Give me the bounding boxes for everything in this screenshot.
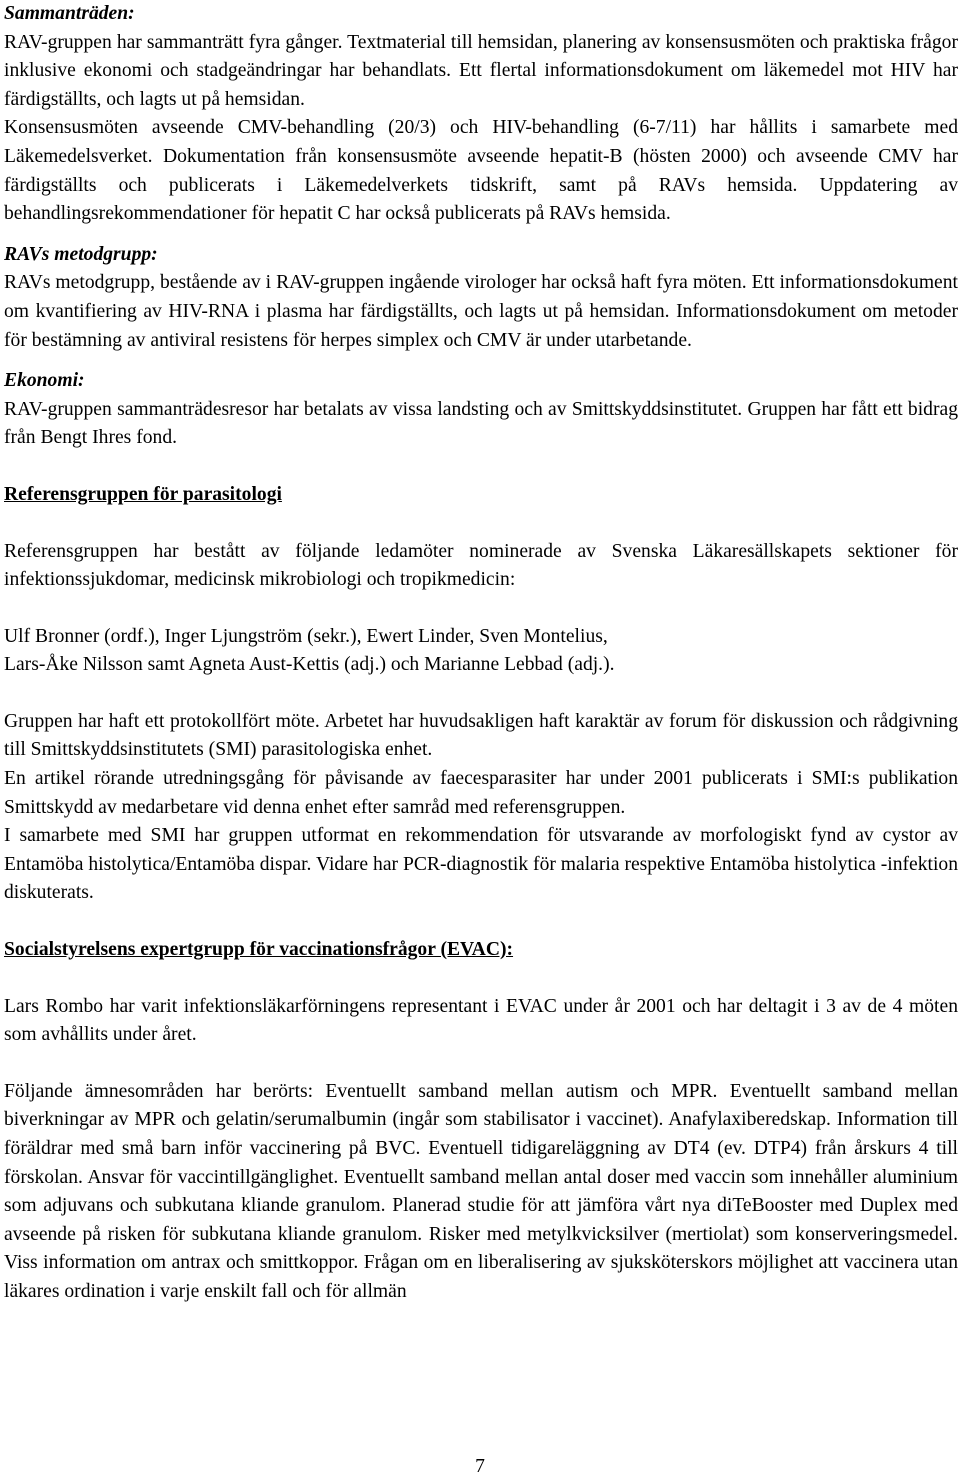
paragraph-evac-1: Lars Rombo har varit infektionsläkarförningens representant i EVAC under år 2001 och har deltagit i 3 av de 4 möten som avhållits under året.: [4, 995, 958, 1046]
paragraph-ekonomi: RAV-gruppen sammanträdesresor har betalats av vissa landsting och av Smittskyddsinstitutet. Gruppen har fått ett bidrag från Bengt Ihres fond.: [4, 398, 958, 449]
page-number: 7: [475, 1456, 485, 1477]
members-line-2: Lars-Åke Nilsson samt Agneta Aust-Kettis (adj.) och Marianne Lebbad (adj.).: [4, 654, 615, 676]
paragraph-parasitologi-intro: Referensgruppen har bestått av följande ledamöter nominerade av Svenska Läkaresällskapets sektioner för infektionssjukdomar, medicinsk mikrobiologi och tropikmedicin:: [4, 540, 958, 591]
paragraph-sammantraden-2: Konsensusmöten avseende CMV-behandling (20/3) och HIV-behandling (6-7/11) har hållits i samarbete med Läkemedelsverket. Dokumentation från konsensusmöte avseende hepatit-B (hösten 2000) och avseende CMV har färdigställts och publicerats i Läkemedelverkets tidskrift, samt på RAVs hemsida. Uppdatering av behandlingsrekommendationer för hepatit C har också publicerats på RAVs hemsida.: [4, 117, 958, 225]
paragraph-metodgrupp: RAVs metodgrupp, bestående av i RAV-gruppen ingående virologer har också haft fyra möten. Ett informationsdokument om kvantifiering av HIV-RNA i plasma har färdigställts, och lagts ut på hemsidan. Informationsdokument om metoder för bestämning av antiviral resistens för herpes simplex och CMV är under utarbetande.: [4, 272, 958, 351]
paragraph-parasitologi-2: En artikel rörande utredningsgång för påvisande av faecesparasiter har under 2001 publicerats i SMI:s publikation Smittskydd av medarbetare vid denna enhet efter samråd med referensgruppen.: [4, 768, 958, 818]
heading-metodgrupp: RAVs metodgrupp:: [4, 243, 158, 265]
paragraph-parasitologi-3: I samarbete med SMI har gruppen utformat en rekommendation för utsvarande av morfologiskt fynd av cystor av Entamöba histolytica/Entamöba dispar. Vidare har PCR-diagnostik för malaria respektive Entamöba histolytica -infektion diskuterats.: [4, 825, 958, 904]
paragraph-parasitologi-1: Gruppen har haft ett protokollfört möte. Arbetet har huvudsakligen haft karaktär av forum för diskussion och rådgivning till Smittskyddsinstitutets (SMI) parasitologiska enhet.: [4, 710, 958, 761]
paragraph-sammantraden-1: RAV-gruppen har sammanträtt fyra gånger. Textmaterial till hemsidan, planering av konsensusmöten och praktiska frågor inklusive ekonomi och stadgeändringar har behandlats. Ett flertal informationsdokument om läkemedel mot HIV har färdigställts, och lagts ut på hemsidan.: [4, 31, 958, 110]
heading-parasitologi: Referensgruppen för parasitologi: [4, 483, 282, 505]
heading-sammantraden: Sammanträden:: [4, 3, 135, 24]
members-line-1: Ulf Bronner (ordf.), Inger Ljungström (sekr.), Ewert Linder, Sven Montelius,: [4, 625, 608, 647]
document-page: [4, 0, 958, 1307]
heading-evac: Socialstyrelsens expertgrupp för vaccinationsfrågor (EVAC):: [4, 939, 514, 961]
paragraph-evac-2: Följande ämnesområden har berörts: Eventuellt samband mellan autism och MPR. Eventuellt samband mellan biverkningar av MPR och gelatin/serumalbumin (ingår som stabilisator i vaccinet). Anafylaxiberedskap. Information till föräldrar med små barn inför vaccinering på BVC. Eventuell tidigareläggning av DT4 (ev. DTP4) från årskurs 4 till förskolan. Ansvar för vaccintillgänglighet. Eventuellt samband mellan antal doser med vaccin som innehåller aluminium som adjuvans och subkutana kliande granulom. Planerad studie för att jämföra vårt nya diTeBooster med Duplex med avseende på risken för subkutana kliande granulom. Risker med metylkvicksilver (mertiolat) som konserveringsmedel. Viss information om antrax och smittkoppor. Frågan om en liberalisering av sjuksköterskors möjlighet att vaccinera utan läkares ordination i varje enskilt fall och för allmän: [4, 1080, 958, 1302]
heading-ekonomi: Ekonomi:: [4, 370, 85, 392]
